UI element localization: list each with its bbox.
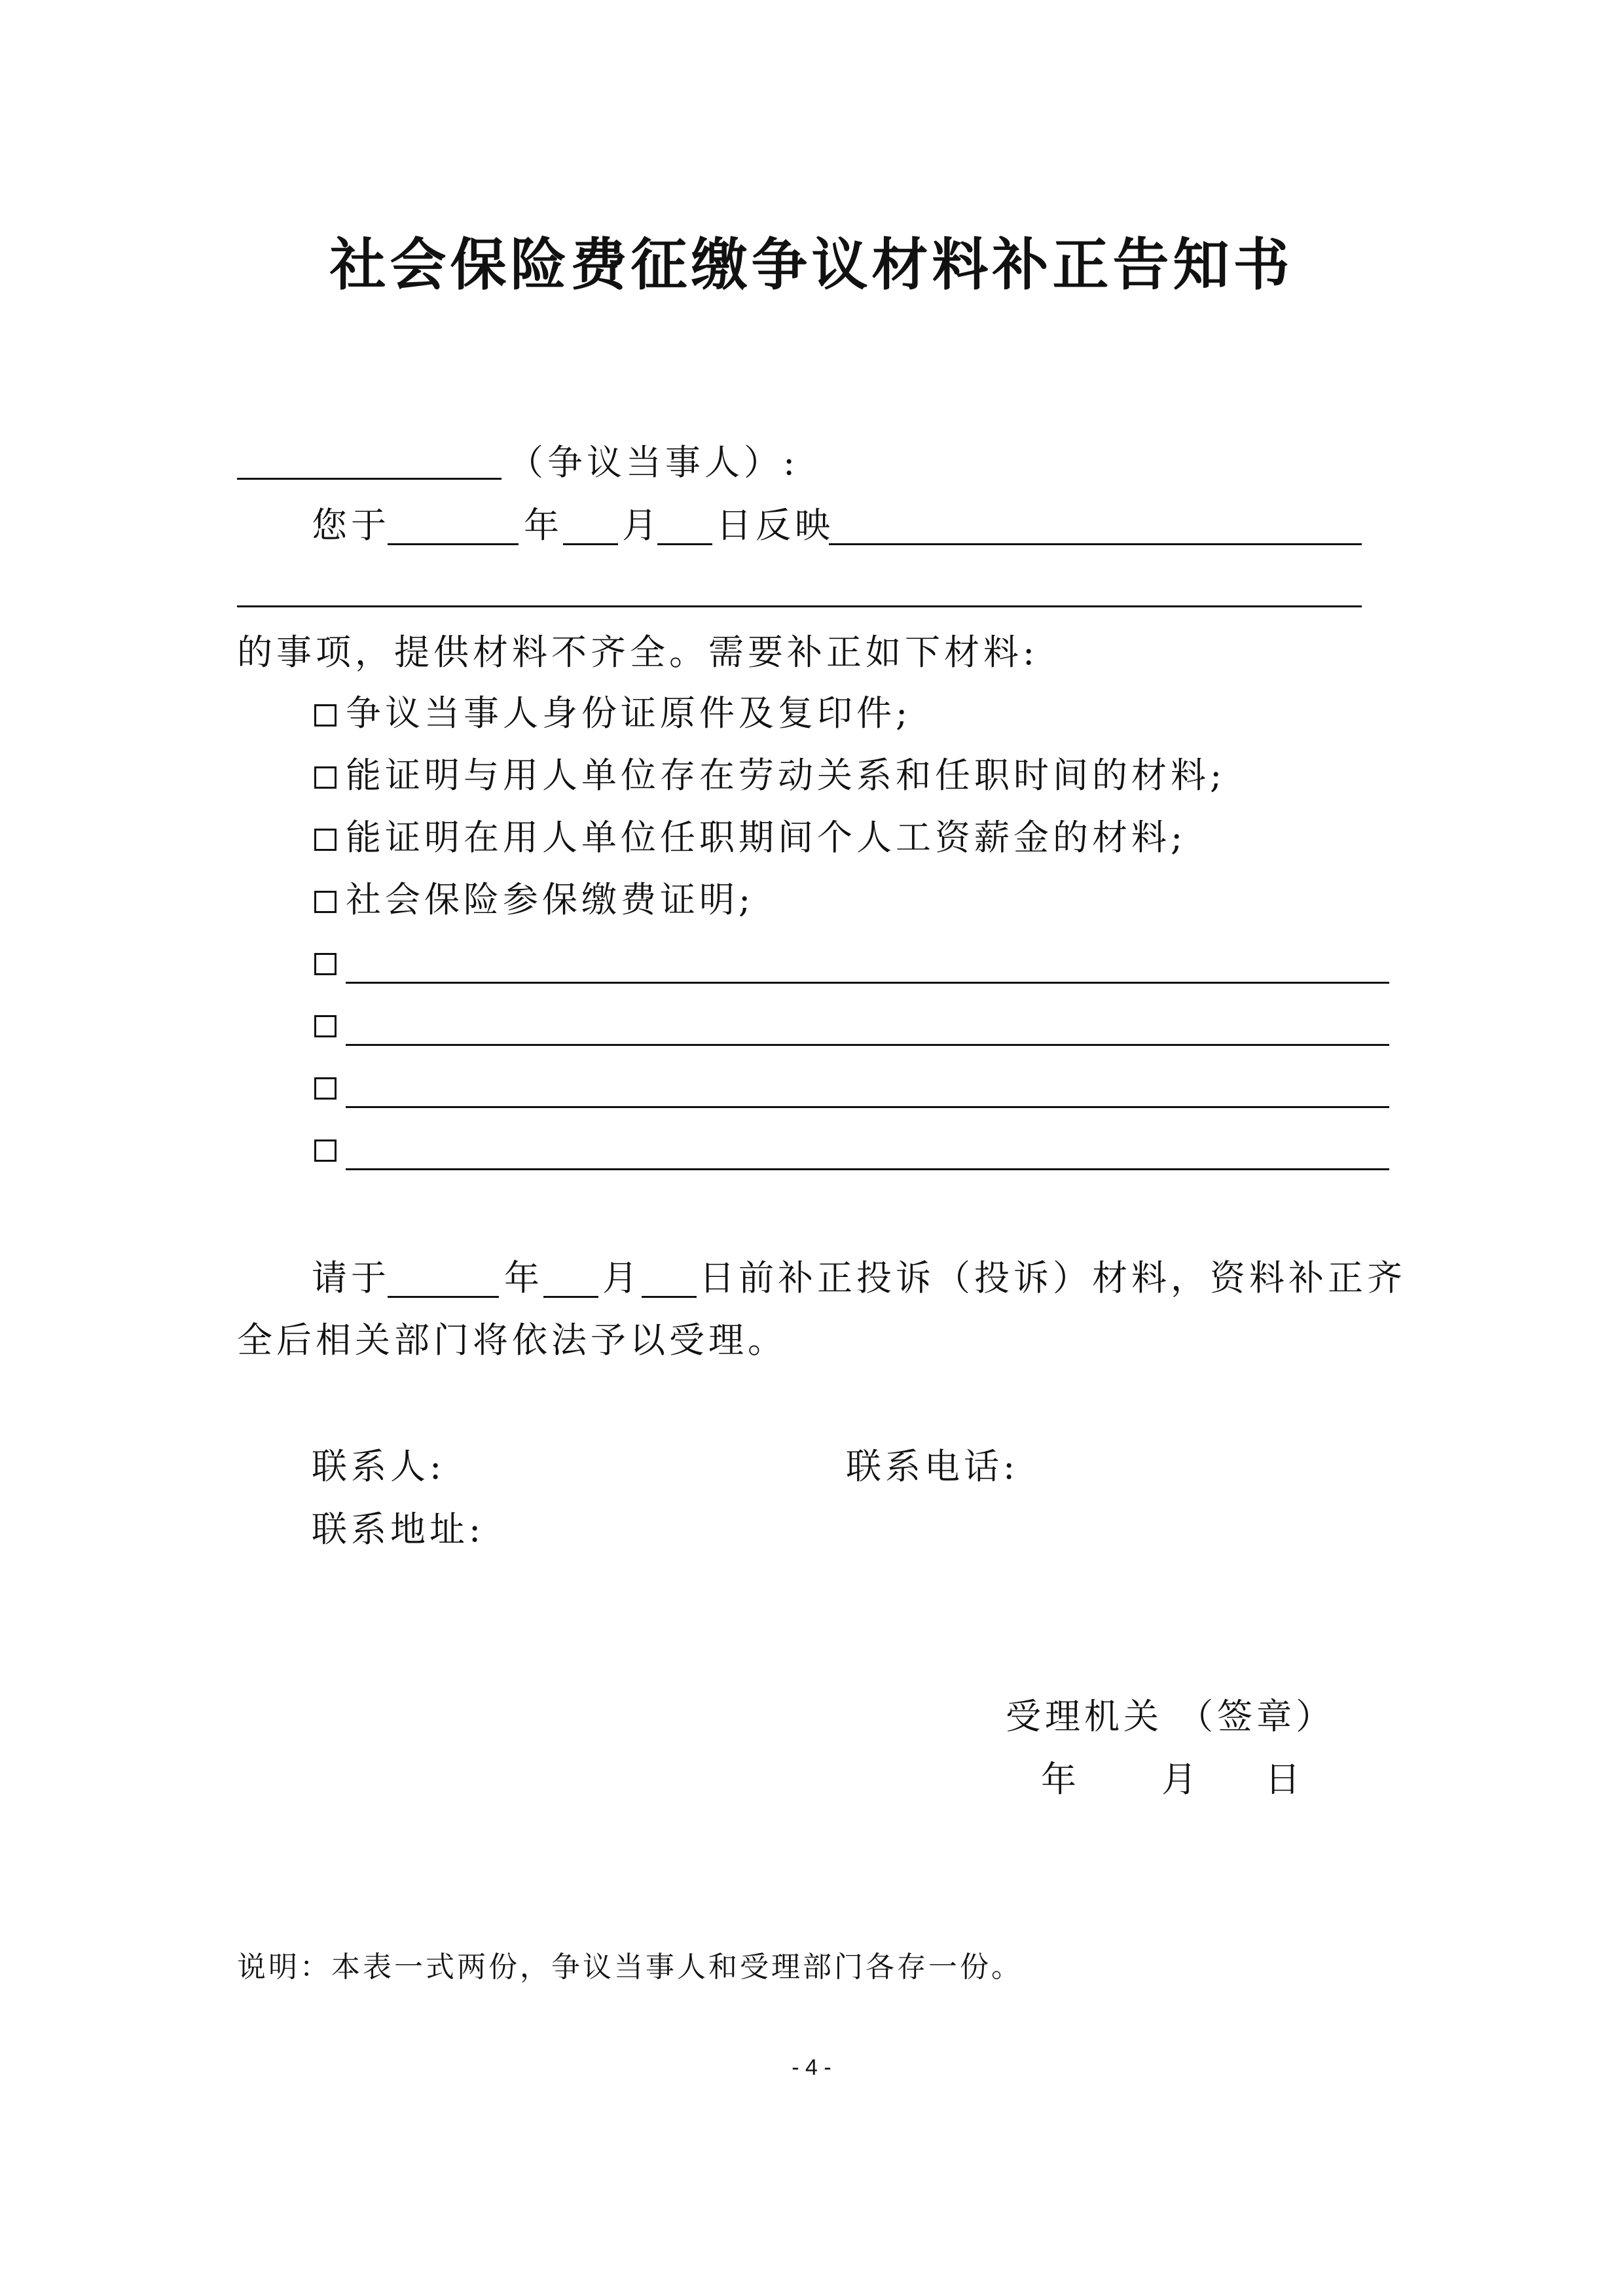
checkbox[interactable] <box>314 1015 337 1037</box>
blank-line <box>346 982 1389 984</box>
checkbox[interactable] <box>314 704 337 726</box>
checkbox[interactable] <box>314 1139 337 1162</box>
deadline-year-blank <box>388 1296 499 1298</box>
blank-line <box>346 1044 1389 1046</box>
deadline-prefix: 请于 <box>312 1257 390 1299</box>
checklist-item-id-card <box>314 691 911 736</box>
checkbox[interactable] <box>314 1077 337 1100</box>
checkbox[interactable] <box>314 829 337 851</box>
reflect-day-blank <box>657 543 712 545</box>
page-number: - 4 - <box>792 2055 831 2080</box>
checklist-item-label: 能证明在用人单位任职期间个人工资薪金的材料; <box>346 817 1187 858</box>
agency-stamp-label: 受理机关 （签章） <box>1006 1696 1336 1737</box>
reflect-year-blank <box>388 543 519 545</box>
reflect-month-blank <box>563 543 618 545</box>
deadline-month-blank <box>543 1296 598 1298</box>
checkbox[interactable] <box>314 766 337 789</box>
checklist-item-blank <box>314 1126 346 1172</box>
checklist-item-salary <box>314 815 1186 861</box>
deadline-month-label: 月 <box>602 1257 642 1299</box>
reflect-year-label: 年 <box>524 505 563 546</box>
deadline-day-blank <box>642 1296 697 1298</box>
reflect-content-blank <box>829 543 1362 545</box>
reflect-month-label: 月 <box>622 505 661 546</box>
contact-person-label: 联系人: <box>312 1446 446 1487</box>
blank-line <box>346 1168 1389 1170</box>
checklist-item-contribution-proof <box>314 877 754 923</box>
blank-line <box>346 1106 1389 1108</box>
stamp-year-label: 年 <box>1041 1759 1080 1800</box>
checklist-item-label: 能证明与用人单位存在劳动关系和任职时间的材料; <box>346 755 1226 796</box>
deadline-year-label: 年 <box>504 1257 543 1299</box>
document-title: 社会保险费征缴争议材料补正告知书 <box>329 232 1294 298</box>
deadline-continuation: 全后相关部门将依法予以受理。 <box>237 1319 787 1361</box>
footer-note: 说明：本表一式两份，争议当事人和受理部门各存一份。 <box>237 1950 1023 1984</box>
party-name-blank <box>237 478 501 480</box>
checklist-item-blank <box>314 1064 346 1109</box>
checkbox[interactable] <box>314 953 337 975</box>
stamp-month-label: 月 <box>1161 1759 1201 1800</box>
reflect-content-blank-2 <box>237 605 1362 607</box>
stamp-day-label: 日 <box>1265 1759 1304 1800</box>
contact-phone-label: 联系电话: <box>846 1446 1019 1487</box>
checklist-item-label: 社会保险参保缴费证明; <box>346 879 755 920</box>
reflect-prefix: 您于 <box>312 505 390 546</box>
contact-address-label: 联系地址: <box>312 1509 485 1550</box>
checklist-item-blank <box>314 939 346 985</box>
checklist-item-label: 争议当事人身份证原件及复印件; <box>346 692 912 734</box>
deadline-day-text: 日前补正投诉（投诉）材料，资料补正齐 <box>699 1257 1406 1299</box>
reflect-day-label: 日反映 <box>716 505 834 546</box>
checklist-item-blank <box>314 1001 346 1047</box>
checkbox[interactable] <box>314 891 337 913</box>
checklist-item-labor-relation <box>314 753 1226 798</box>
salutation-suffix: （争议当事人）: <box>508 442 799 483</box>
incomplete-statement: 的事项，提供材料不齐全。需要补正如下材料: <box>237 632 1039 673</box>
